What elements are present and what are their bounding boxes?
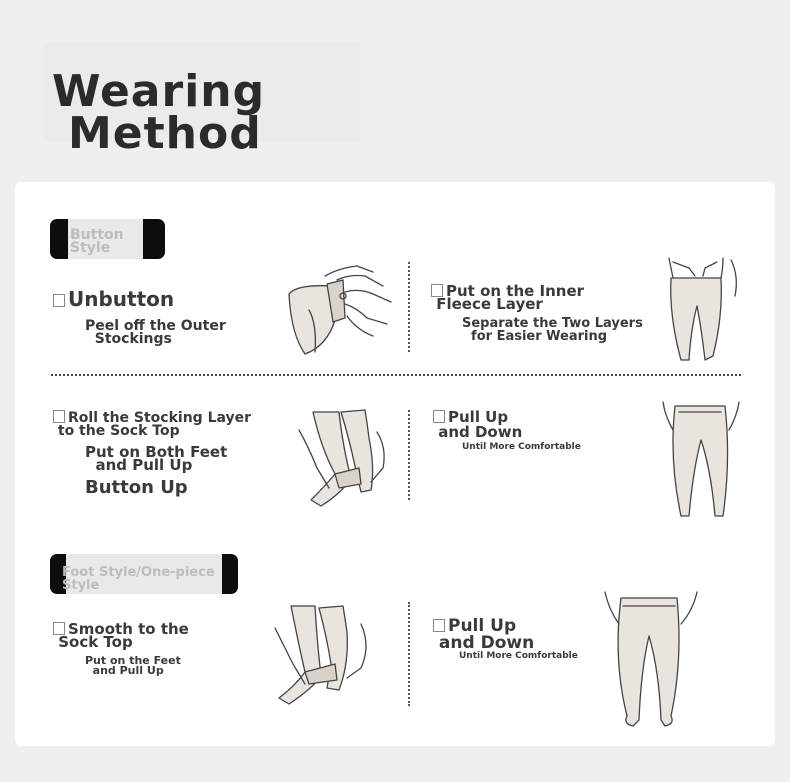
section-tag-label: Button Style (70, 227, 124, 256)
full-legs-pull-icon (601, 590, 701, 730)
bullet-icon (433, 619, 445, 632)
step-pull1-heading: Pull Up and Down (433, 410, 522, 440)
divider-vertical-3 (408, 602, 410, 706)
bullet-icon (53, 294, 65, 307)
page-title-line1: Wearing (52, 66, 266, 117)
bullet-icon (433, 410, 445, 423)
feet-smooth-icon (265, 602, 375, 708)
legs-pull-icon (659, 400, 743, 520)
divider-vertical-1 (408, 262, 410, 352)
divider-horizontal (51, 374, 741, 376)
section-tag-button-style (50, 219, 165, 259)
step-roll-heading: Roll the Stocking Layer to the Sock Top (53, 410, 251, 438)
section-tag-label: Foot Style/One-piece Style (62, 565, 215, 593)
unbutton-hands-icon (287, 264, 397, 362)
bullet-icon (53, 410, 65, 423)
page-title-line2: Method (68, 108, 262, 159)
section-tag-foot-style (50, 554, 238, 594)
step-pull1-sub: Until More Comfortable (462, 442, 581, 452)
step-roll-sub2: Button Up (85, 477, 188, 498)
step-pull2-heading: Pull Up and Down (433, 618, 534, 652)
step-roll-sub1: Put on Both Feet and Pull Up (85, 443, 228, 474)
step-inner-heading: Put on the Inner Fleece Layer (431, 284, 584, 311)
step-inner-sub: Separate the Two Layers for Easier Wearing (462, 316, 643, 344)
instructions-card (15, 182, 775, 746)
step-unbutton-heading: Unbutton (53, 288, 174, 310)
feet-pull-up-icon (295, 408, 391, 514)
step-smooth-sub: Put on the Feet and Pull Up (85, 654, 181, 677)
step-pull2-sub: Until More Comfortable (459, 651, 578, 661)
step-unbutton-sub: Peel off the Outer Stockings (85, 318, 226, 347)
step-smooth-heading: Smooth to the Sock Top (53, 622, 189, 649)
legs-inner-layer-icon (661, 256, 751, 364)
divider-vertical-2 (408, 410, 410, 500)
